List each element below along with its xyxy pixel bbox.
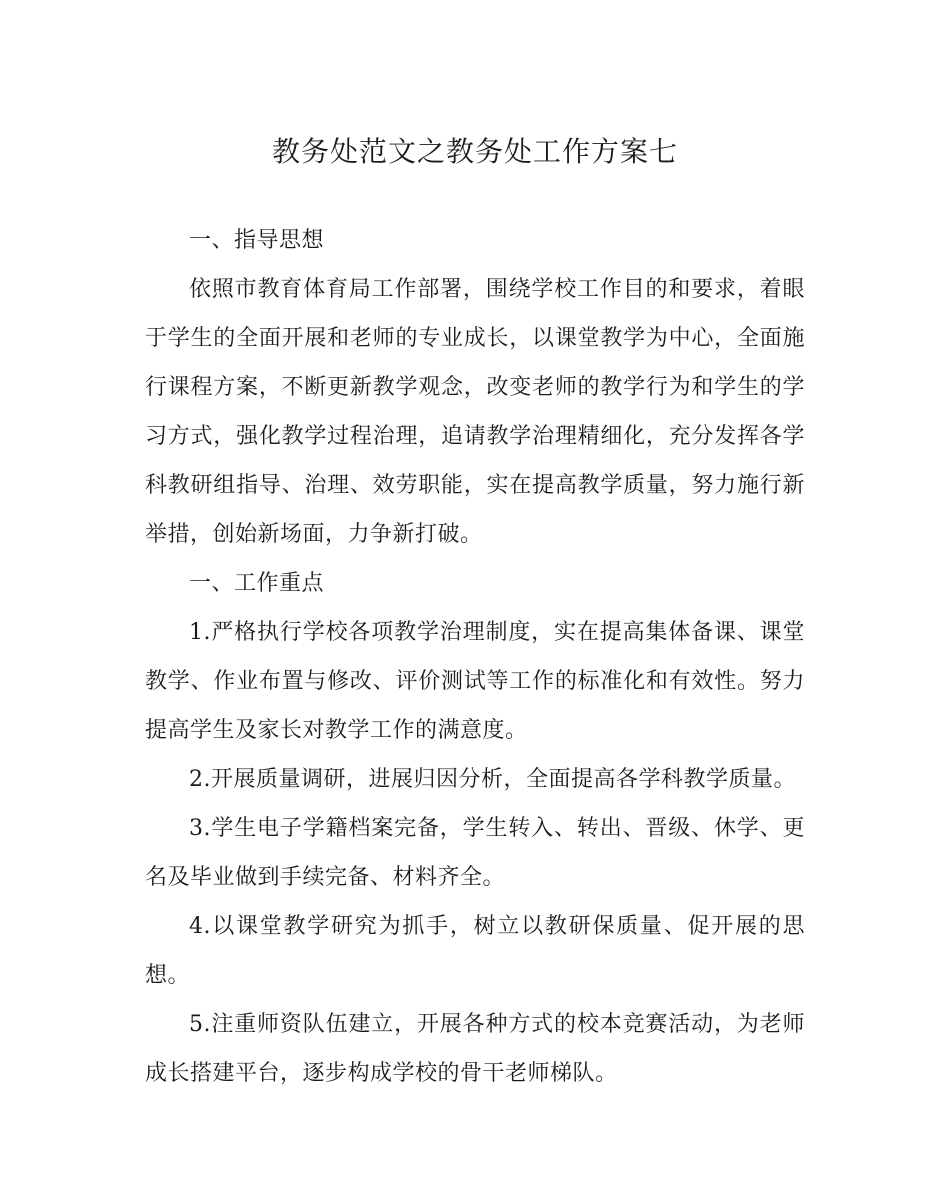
paragraph-guiding-ideology: 依照市教育体育局工作部署，围绕学校工作目的和要求，着眼于学生的全面开展和老师的专业成长，以课堂教学为中心，全面施行课程方案，不断更新教学观念，改变老师的教学行为和学生的学习方式，强化教学过程治理，追请教学治理精细化，充分发挥各学科教研组指导、治理、效劳职能，实在提高教学质量，努力施行新举措，创始新场面，力争新打破。	[145, 277, 805, 547]
list-item-1: 1.严格执行学校各项教学治理制度，实在提高集体备课、课堂教学、作业布置与修改、评价测试等工作的标准化和有效性。努力提高学生及家长对教学工作的满意度。	[145, 620, 805, 743]
list-item-4: 4.以课堂教学研究为抓手，树立以教研保质量、促开展的思想。	[145, 914, 805, 988]
list-item-2: 2.开展质量调研，进展归因分析，全面提高各学科教学质量。	[189, 767, 796, 792]
document-body	[145, 216, 805, 1098]
section-heading-work-focus: 一、工作重点	[189, 571, 325, 596]
document-title: 教务处范文之教务处工作方案七	[271, 135, 678, 168]
section-heading-guiding-ideology: 一、指导思想	[189, 228, 325, 253]
list-item-3: 3.学生电子学籍档案完备，学生转入、转出、晋级、休学、更名及毕业做到手续完备、材料齐全。	[145, 816, 805, 890]
list-item-5: 5.注重师资队伍建立，开展各种方式的校本竞赛活动，为老师成长搭建平台，逐步构成学校的骨干老师梯队。	[145, 1012, 805, 1086]
